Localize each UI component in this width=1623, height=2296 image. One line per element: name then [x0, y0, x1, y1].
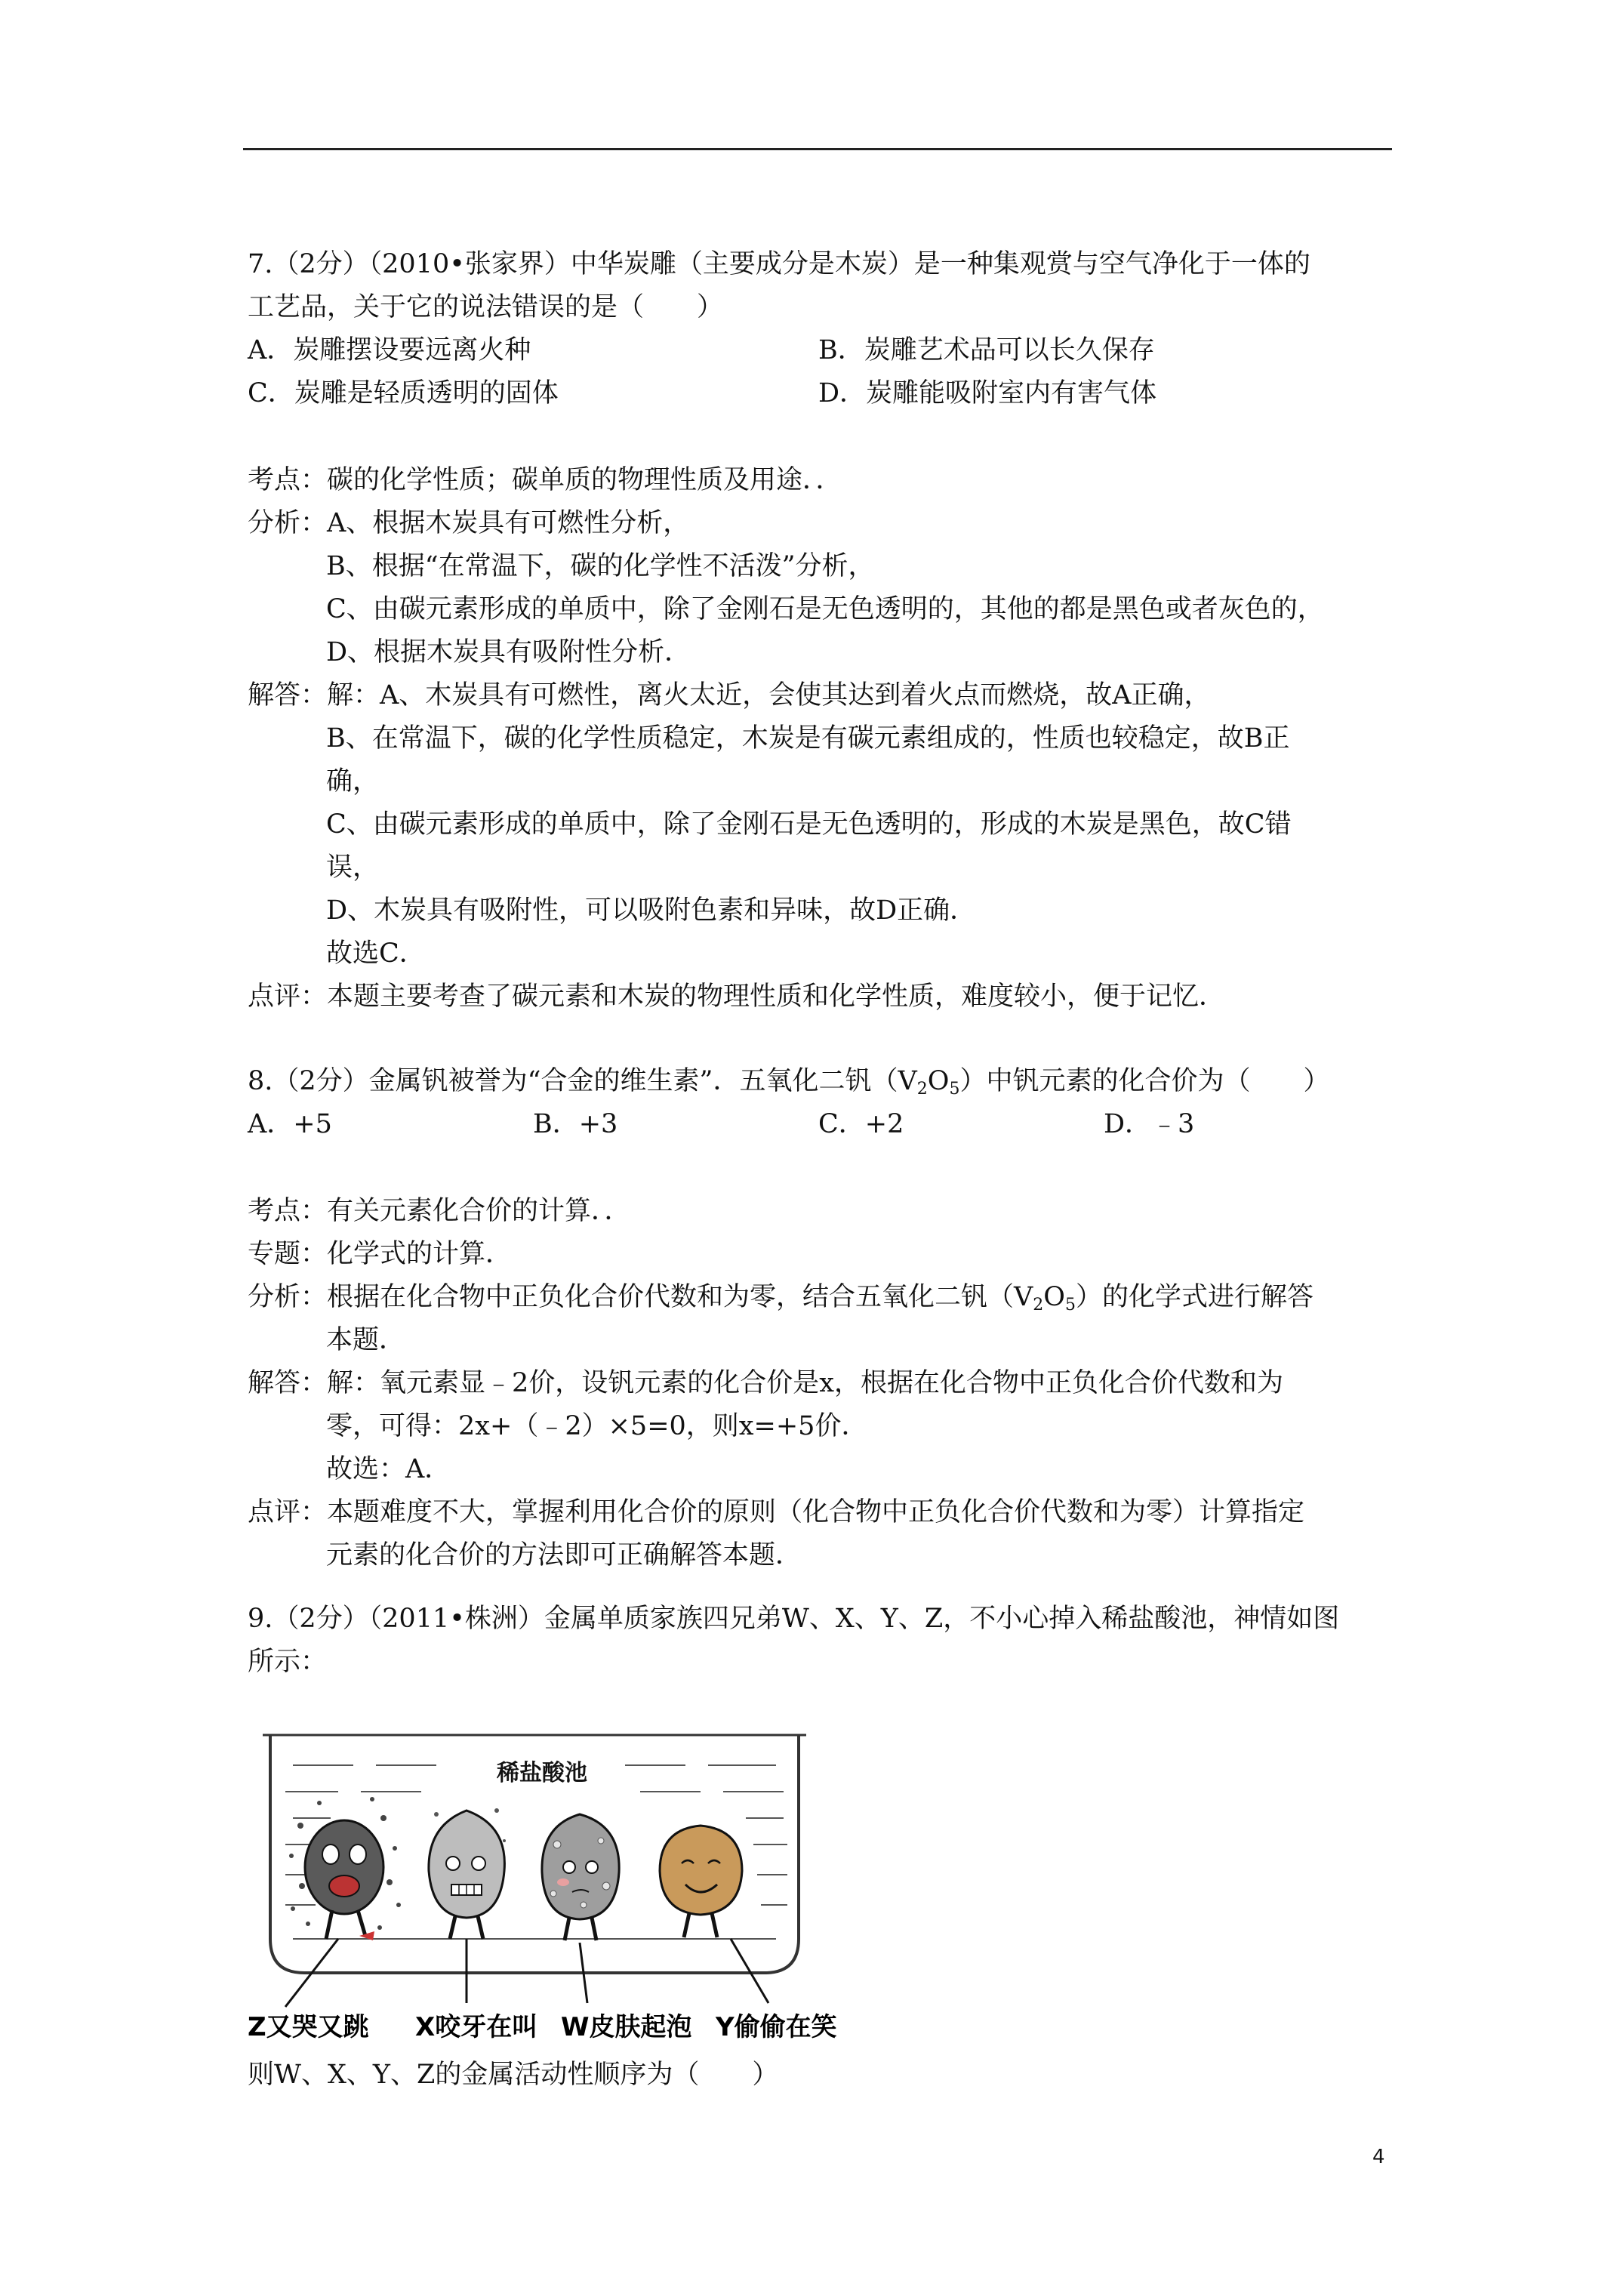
- q7-stem-cont: 工艺品，关于它的说法错误的是（ ）: [248, 292, 724, 322]
- q7-jieda: 解答：解：A、木炭具有可燃性，离火太近，会使其达到着火点而燃烧，故A正确，: [248, 680, 1211, 710]
- q7-fenxi-b: B、根据“在常温下，碳的化学性不活泼”分析，: [326, 551, 875, 581]
- q8-fenxi-text-end: ）的化学式进行解答: [1075, 1282, 1313, 1312]
- q7-jieda-b-cont: 确，: [326, 766, 380, 797]
- q9-stem: 9.（2分）（2011•株洲）金属单质家族四兄弟W、X、Y、Z，不小心掉入稀盐酸池，神情如图: [248, 1604, 1340, 1634]
- q8-jieda-cont: 零，可得：2x+（﹣2）×5=0，则x=+5价．: [326, 1411, 868, 1441]
- q8-option-a: A．+5: [248, 1109, 332, 1139]
- q8-subscript-5: 5: [949, 1080, 960, 1099]
- q8-fenxi: [248, 1276, 1395, 1319]
- q9-stem-cont: 所示：: [248, 1647, 328, 1677]
- q9-question-text: 则W、X、Y、Z的金属活动性顺序为（ ）: [248, 2060, 779, 2090]
- question-9: [248, 1598, 1395, 1684]
- q8-subscript-2: 2: [916, 1080, 928, 1099]
- metal-w-character: [542, 1814, 619, 1940]
- q7-jieda-b: B、在常温下，碳的化学性质稳定，木炭是有碳元素组成的，性质也较稳定，故B正: [326, 723, 1290, 754]
- q7-kaodian: 考点：碳的化学性质；碳单质的物理性质及用途．．: [248, 465, 842, 495]
- q7-solution: [248, 459, 1395, 1019]
- q8-stem-text: 8.（2分）金属钒被誉为“合金的维生素”．五氧化二钒（V: [248, 1066, 917, 1096]
- q7-jieda-c-cont: 误，: [326, 852, 380, 883]
- q7-answer: 故选C．: [326, 938, 426, 969]
- q7-jieda-d: D、木炭具有吸附性，可以吸附色素和异味，故D正确．: [326, 895, 977, 926]
- q8-fenxi-sub-5: 5: [1064, 1296, 1076, 1314]
- q7-options-row1: [248, 329, 1395, 372]
- q8-zhuanti: 专题：化学式的计算．: [248, 1239, 513, 1269]
- q8-fenxi-sub-2: 2: [1033, 1296, 1044, 1314]
- q8-dianping-cont: 元素的化合价的方法即可正确解答本题．: [326, 1540, 802, 1570]
- q8-option-b: B．+3: [533, 1109, 618, 1139]
- pool-title: 稀盐酸池: [497, 1760, 587, 1786]
- q8-stem: [248, 1060, 1395, 1103]
- q8-jieda: 解答：解：氧元素显﹣2价，设钒元素的化合价是x，根据在化合物中正负化合价代数和为: [248, 1368, 1284, 1398]
- metal-x-character: [429, 1808, 506, 1939]
- question-7: [248, 243, 1395, 415]
- label-y: Y偷偷在笑: [716, 2012, 837, 2042]
- q8-option-d: D．﹣3: [1104, 1109, 1195, 1139]
- q7-dianping: 点评：本题主要考查了碳元素和木炭的物理性质和化学性质，难度较小，便于记忆．: [248, 982, 1226, 1012]
- metal-y-character: [660, 1826, 742, 1937]
- q7-option-a: A．炭雕摆设要远离火种: [248, 335, 531, 365]
- page-number: 4: [1372, 2146, 1385, 2168]
- q7-option-d: D．炭雕能吸附室内有害气体: [818, 378, 1157, 408]
- q8-fenxi-text: 分析：根据在化合物中正负化合价代数和为零，结合五氧化二钒（V: [248, 1282, 1033, 1312]
- q7-fenxi: 分析：A、根据木炭具有可燃性分析，: [248, 508, 690, 538]
- q8-option-c: C．+2: [818, 1109, 904, 1139]
- q8-kaodian: 考点：有关元素化合价的计算．．: [248, 1196, 631, 1226]
- question-8: [248, 1060, 1395, 1146]
- q8-fenxi-cont: 本题．: [326, 1325, 406, 1355]
- label-z: Z又哭又跳: [248, 2012, 369, 2042]
- q7-stem: 7.（2分）（2010•张家界）中华炭雕（主要成分是木炭）是一种集观赏与空气净化于一体的: [248, 249, 1310, 279]
- q7-option-b: B．炭雕艺术品可以长久保存: [818, 335, 1155, 365]
- acid-pool-figure: [248, 1712, 852, 2045]
- q8-options: [248, 1103, 1395, 1146]
- q8-answer: 故选：A．: [326, 1454, 451, 1484]
- header-rule: [243, 148, 1392, 150]
- q9-question: [248, 2054, 1395, 2097]
- q7-fenxi-d: D、根据木炭具有吸附性分析．: [326, 637, 691, 667]
- q8-oxygen: O: [927, 1066, 950, 1096]
- q8-solution: [248, 1190, 1395, 1577]
- label-w: W皮肤起泡: [561, 2012, 692, 2042]
- q7-jieda-c: C、由碳元素形成的单质中，除了金刚石是无色透明的，形成的木炭是黑色，故C错: [326, 809, 1292, 840]
- q8-dianping: 点评：本题难度不大，掌握利用化合价的原则（化合物中正负化合价代数和为零）计算指定: [248, 1497, 1305, 1527]
- q8-stem-text-end: ）中钒元素的化合价为（ ）: [959, 1066, 1330, 1096]
- q7-option-c: C．炭雕是轻质透明的固体: [248, 378, 559, 408]
- q8-fenxi-oxygen: O: [1043, 1282, 1065, 1312]
- q7-fenxi-c: C、由碳元素形成的单质中，除了金刚石是无色透明的，其他的都是黑色或者灰色的，: [326, 594, 1324, 624]
- q7-options-row2: [248, 372, 1395, 415]
- label-x: X咬牙在叫: [415, 2012, 538, 2042]
